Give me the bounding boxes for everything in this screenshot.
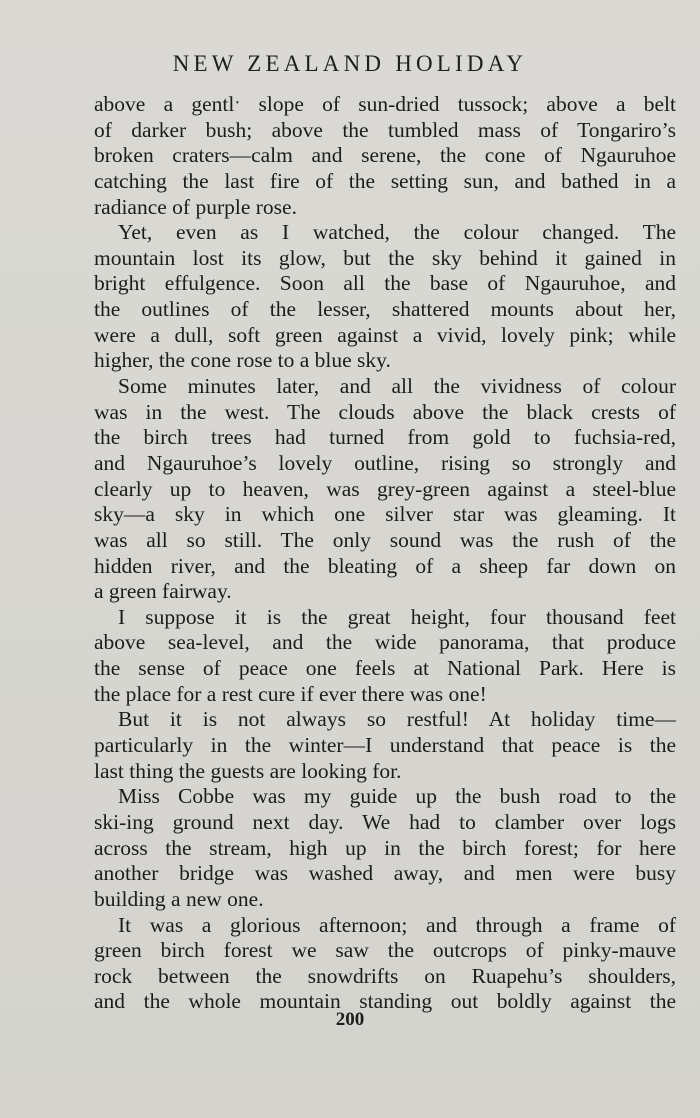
text-line: broken craters—calm and serene, the cone of Ngauruhoe — [94, 143, 676, 168]
text-line: building a new one. — [94, 886, 264, 911]
paragraph — [94, 220, 676, 374]
text-line: Yet, even as I watched, the colour changed. The — [118, 220, 676, 245]
text-line: But it is not always so restful! At holiday time— — [118, 707, 676, 732]
text-line: last thing the guests are looking for. — [94, 758, 402, 783]
text-line: the outlines of the lesser, shattered mounts about her, — [94, 297, 676, 322]
text-line: radiance of purple rose. — [94, 194, 297, 219]
text-line: clearly up to heaven, was grey-green against a steel-blue — [94, 476, 676, 501]
paragraph — [94, 707, 676, 784]
paragraph — [94, 374, 676, 605]
text-line: bright effulgence. Soon all the base of Ngauruhoe, and — [94, 271, 676, 296]
text-line: catching the last fire of the setting sun, and bathed in a — [94, 168, 676, 193]
text-line: the place for a rest cure if ever there was one! — [94, 681, 487, 706]
text-line: across the stream, high up in the birch forest; for here — [94, 835, 676, 860]
text-line: of darker bush; above the tumbled mass of Tongariro’s — [94, 117, 676, 142]
text-line: and Ngauruhoe’s lovely outline, rising so strongly and — [94, 450, 676, 475]
text-line: was all so still. The only sound was the rush of the — [94, 527, 676, 552]
page-number: 200 — [335, 1009, 365, 1030]
text-line: another bridge was washed away, and men were busy — [94, 861, 676, 886]
text-line: particularly in the winter—I understand that peace is the — [94, 733, 676, 758]
text-line: green birch forest we saw the outcrops of pinky-mauve — [94, 938, 676, 963]
text-line: mountain lost its glow, but the sky behind it gained in — [94, 245, 676, 270]
text-line: sky—a sky in which one silver star was gleaming. It — [94, 502, 676, 527]
paragraph — [94, 605, 676, 708]
body-text — [94, 92, 676, 1015]
text-line: ski-ing ground next day. We had to clamber over logs — [94, 809, 676, 834]
text-line: higher, the cone rose to a blue sky. — [94, 348, 391, 373]
paragraph — [94, 92, 676, 220]
text-line: Miss Cobbe was my guide up the bush road to the — [118, 784, 676, 809]
text-line: Some minutes later, and all the vividness of colour — [118, 374, 676, 399]
text-line: rock between the snowdrifts on Ruapehu’s shoulders, — [94, 963, 676, 988]
text-line: above sea-level, and the wide panorama, that produce — [94, 630, 676, 655]
text-line: It was a glorious afternoon; and through a frame of — [118, 912, 676, 937]
text-line: I suppose it is the great height, four thousand feet — [118, 604, 676, 629]
text-line: the birch trees had turned from gold to fuchsia-red, — [94, 425, 676, 450]
paragraph — [94, 913, 676, 1016]
text-line: the sense of peace one feels at National Park. Here is — [94, 656, 676, 681]
text-line: above a gentlˑ slope of sun-dried tussock; above a belt — [94, 92, 676, 116]
text-line: a green fairway. — [94, 579, 232, 604]
running-head: NEW ZEALAND HOLIDAY — [172, 51, 528, 76]
text-line: hidden river, and the bleating of a sheep far down on — [94, 553, 676, 578]
text-line: were a dull, soft green against a vivid, lovely pink; while — [94, 322, 676, 347]
paragraph — [94, 784, 676, 912]
text-line: was in the west. The clouds above the black crests of — [94, 399, 676, 424]
text-line: and the whole mountain standing out boldly against the — [94, 989, 676, 1014]
